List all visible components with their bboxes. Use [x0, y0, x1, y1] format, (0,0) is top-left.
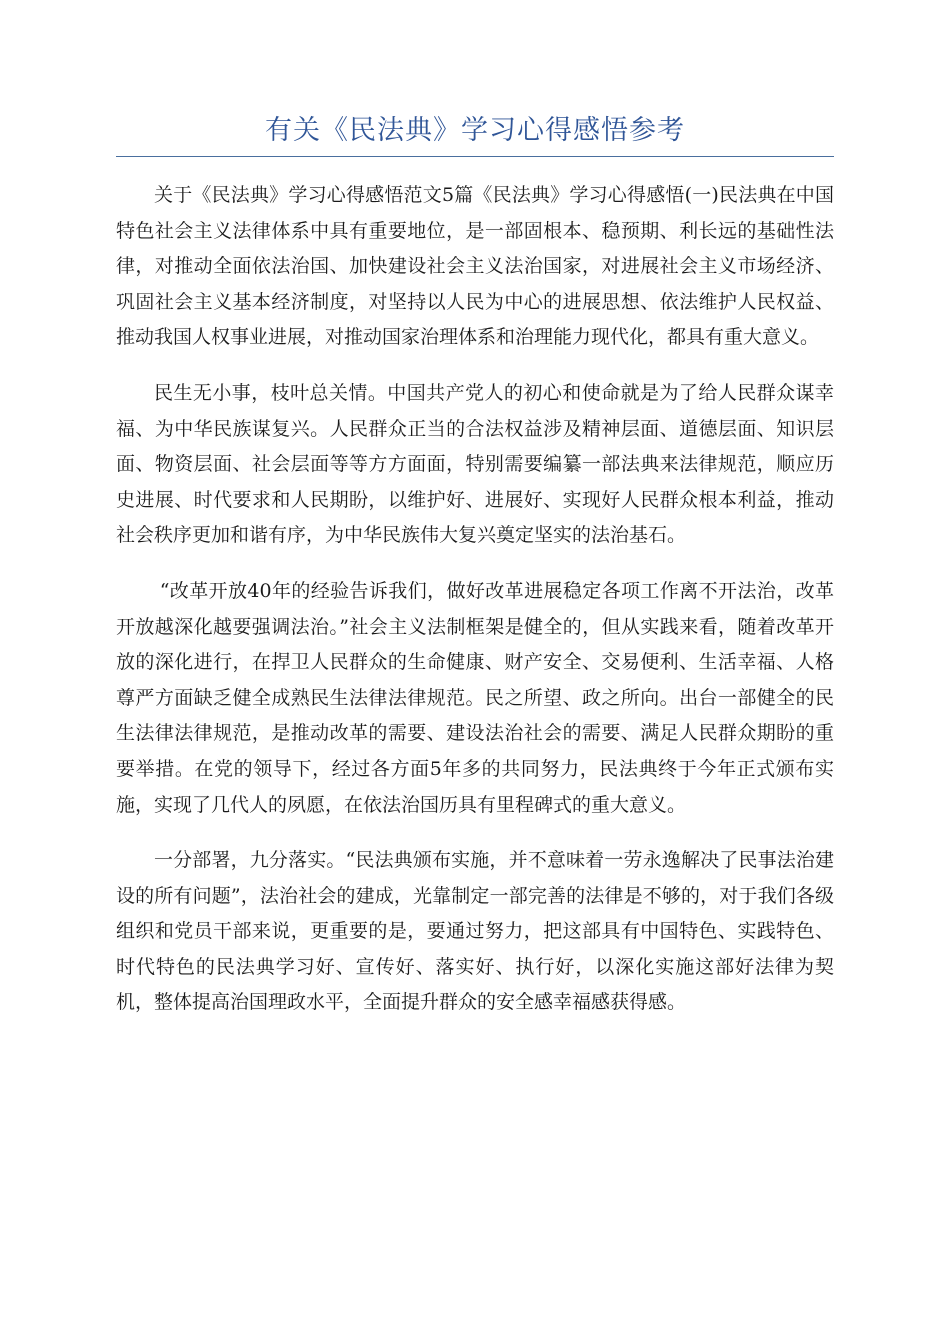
document-body [116, 178, 834, 1041]
paragraph-3: “改革开放40年的经验告诉我们，做好改革进展稳定各项工作离不开法治，改革开放越深化越要强调法治。”社会主义法制框架是健全的，但从实践来看，随着改革开放的深化进行，在捍卫人民群众的生命健康、财产安全、交易便利、生活幸福、人格尊严方面缺乏健全成熟民生法律法律规范。民之所望、政之所向。出台一部健全的民生法律法律规范，是推动改革的需要、建设法治社会的需要、满足人民群众期盼的重要举措。在党的领导下，经过各方面5年多的共同努力，民法典终于今年正式颁布实施，实现了几代人的夙愿，在依法治国历具有里程碑式的重大意义。 [116, 579, 834, 816]
document-title: 有关《民法典》学习心得感悟参考 [265, 115, 685, 146]
paragraph-1: 关于《民法典》学习心得感悟范文5篇《民法典》学习心得感悟(一)民法典在中国特色社会主义法律体系中具有重要地位，是一部固根本、稳预期、利长远的基础性法律，对推动全面依法治国、加快建设社会主义法治国家，对进展社会主义市场经济、巩固社会主义基本经济制度，对坚持以人民为中心的进展思想、依法维护人民权益、推动我国人权事业进展，对推动国家治理体系和治理能力现代化，都具有重大意义。 [116, 184, 834, 349]
title-block [116, 108, 834, 157]
paragraph-2: 民生无小事，枝叶总关情。中国共产党人的初心和使命就是为了给人民群众谋幸福、为中华民族谋复兴。人民群众正当的合法权益涉及精神层面、道德层面、知识层面、物资层面、社会层面等等方方面面，特别需要编纂一部法典来法律规范，顺应历史进展、时代要求和人民期盼，以维护好、进展好、实现好人民群众根本利益，推动社会秩序更加和谐有序，为中华民族伟大复兴奠定坚实的法治基石。 [116, 381, 834, 547]
paragraph-4: 一分部署，九分落实。“民法典颁布实施，并不意味着一劳永逸解决了民事法治建设的所有问题”，法治社会的建成，光靠制定一部完善的法律是不够的，对于我们各级组织和党员干部来说，更重要的是，要通过努力，把这部具有中国特色、实践特色、时代特色的民法典学习好、宣传好、落实好、执行好，以深化实施这部好法律为契机，整体提高治国理政水平，全面提升群众的安全感幸福感获得感。 [116, 849, 834, 1014]
